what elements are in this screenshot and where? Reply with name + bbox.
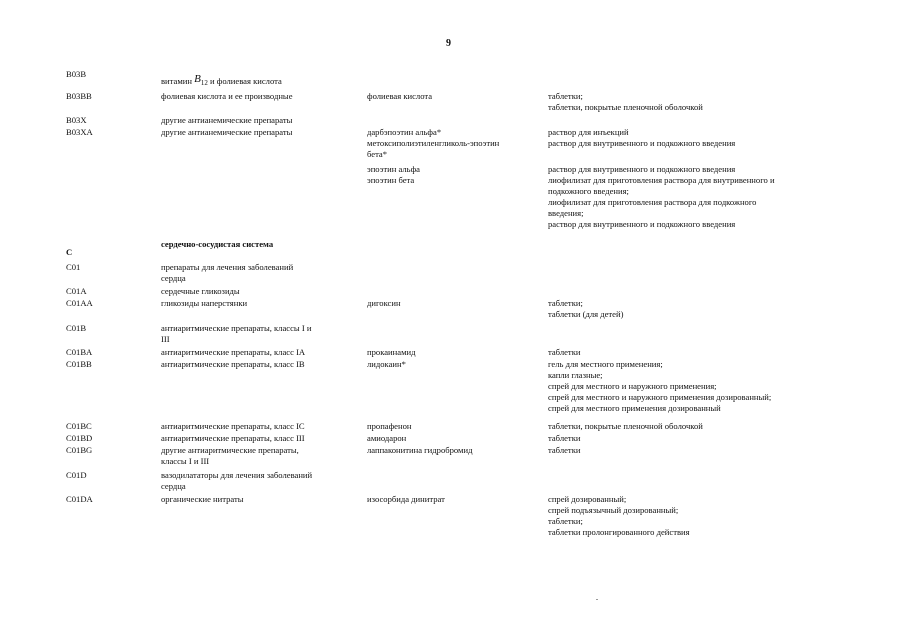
drug-name: амиодарон — [367, 433, 407, 443]
drug-name-cell — [367, 433, 537, 444]
dosage-form: лиофилизат для приготовления раствора для подкожного — [548, 197, 757, 207]
dosage-form-cell — [548, 445, 838, 456]
drug-name: эпоэтин бета — [367, 175, 415, 185]
group-name: сердечно-сосудистая система — [161, 239, 274, 249]
drug-name: лаппаконитина гидробромид — [367, 445, 473, 455]
atc-code: C — [66, 247, 73, 257]
group-name: вазодилататоры для лечения заболеваний — [161, 470, 313, 480]
drug-name: дигоксин — [367, 298, 401, 308]
dosage-form: таблетки — [548, 445, 581, 455]
vitamin-b12-symbol — [194, 73, 208, 88]
drug-name: изосорбида динитрат — [367, 494, 445, 504]
drug-name: лидокаин* — [367, 359, 406, 369]
drug-name: фолиевая кислота — [367, 91, 433, 101]
dosage-form: таблетки, покрытые пленочной оболочкой — [548, 421, 703, 431]
drug-name: прокаинамид — [367, 347, 416, 357]
dosage-form: капли глазные; — [548, 370, 603, 380]
atc-code: C01B — [66, 323, 87, 333]
group-name-cell — [161, 421, 341, 432]
b12-subscript: 12 — [200, 79, 208, 88]
group-name-cell — [161, 433, 341, 444]
group-name: III — [161, 334, 170, 344]
dosage-form: спрей для местного и наружного применения дозированный; — [548, 392, 772, 402]
group-name: антиаритмические препараты, класс IC — [161, 421, 305, 431]
drug-name-cell — [367, 91, 537, 102]
drug-name: пропафенон — [367, 421, 412, 431]
group-name-cell — [161, 262, 341, 284]
drug-name-cell — [367, 164, 537, 186]
group-name-cell — [161, 445, 341, 467]
group-name: антиаритмические препараты, класс IB — [161, 359, 305, 369]
group-name-cell — [161, 286, 341, 297]
group-name: антиаритмические препараты, классы I и — [161, 323, 312, 333]
dosage-form: таблетки; — [548, 516, 583, 526]
atc-code: B03BB — [66, 91, 92, 101]
dosage-form: таблетки пролонгированного действия — [548, 527, 690, 537]
dosage-form: спрей подъязычный дозированный; — [548, 505, 679, 515]
dosage-form: таблетки (для детей) — [548, 309, 624, 319]
group-name-prefix: витамин — [161, 76, 192, 86]
dosage-form: спрей дозированный; — [548, 494, 627, 504]
drug-name: бета* — [367, 149, 388, 159]
drug-name-cell — [367, 298, 537, 309]
dosage-form: раствор для внутривенного и подкожного введения — [548, 219, 736, 229]
group-name: органические нитраты — [161, 494, 244, 504]
group-name-cell — [161, 298, 341, 309]
dosage-form: раствор для внутривенного и подкожного введения — [548, 164, 736, 174]
atc-code: C01DA — [66, 494, 93, 504]
group-name: антиаритмические препараты, класс IA — [161, 347, 306, 357]
atc-code: C01BD — [66, 433, 93, 443]
drug-name-cell — [367, 421, 537, 432]
dosage-form-cell — [548, 91, 838, 113]
dosage-form: таблетки, покрытые пленочной оболочкой — [548, 102, 703, 112]
atc-code: C01 — [66, 262, 81, 272]
group-name-cell — [161, 127, 341, 138]
dosage-form-cell — [548, 421, 838, 432]
dosage-form: введения; — [548, 208, 584, 218]
group-name: гликозиды наперстянки — [161, 298, 248, 308]
dosage-form-cell — [548, 347, 838, 358]
group-name: другие антианемические препараты — [161, 127, 293, 137]
group-name: препараты для лечения заболеваний — [161, 262, 294, 272]
group-name: сердца — [161, 481, 186, 491]
atc-code: C01BA — [66, 347, 93, 357]
group-name-cell — [161, 91, 341, 102]
group-name — [161, 74, 341, 89]
group-name-cell — [161, 323, 341, 345]
drug-name-cell — [367, 347, 537, 358]
group-name-cell — [161, 494, 341, 505]
dosage-form: таблетки — [548, 433, 581, 443]
dosage-form: спрей для местного и наружного применения; — [548, 381, 717, 391]
group-name-cell — [161, 239, 341, 250]
group-name: классы I и III — [161, 456, 210, 466]
drug-name: метоксиполиэтиленгликоль-эпоэтин — [367, 138, 500, 148]
drug-name-cell — [367, 359, 537, 370]
group-name: другие антианемические препараты — [161, 115, 293, 125]
group-name: антиаритмические препараты, класс III — [161, 433, 305, 443]
drug-name-cell — [367, 445, 537, 456]
dosage-form-cell — [548, 298, 838, 320]
dosage-form: подкожного введения; — [548, 186, 629, 196]
dosage-form-cell — [548, 433, 838, 444]
dosage-form: таблетки — [548, 347, 581, 357]
drug-name: эпоэтин альфа — [367, 164, 420, 174]
dosage-form: лиофилизат для приготовления раствора для внутривенного и — [548, 175, 775, 185]
dosage-form: раствор для внутривенного и подкожного введения — [548, 138, 736, 148]
dosage-form: таблетки; — [548, 298, 583, 308]
page-number: 9 — [446, 38, 451, 49]
group-name-suffix: и фолиевая кислота — [210, 76, 282, 86]
dosage-form-cell — [548, 494, 838, 538]
atc-code: C01BC — [66, 421, 92, 431]
group-name-cell — [161, 115, 341, 126]
group-name-cell — [161, 470, 341, 492]
drug-name-cell — [367, 127, 537, 160]
group-name: другие антиаритмические препараты, — [161, 445, 299, 455]
group-name: фолиевая кислота и ее производные — [161, 91, 293, 101]
atc-code: C01A — [66, 286, 87, 296]
atc-code: B03X — [66, 115, 87, 125]
atc-code: C01BB — [66, 359, 92, 369]
b12-letter: B — [194, 73, 201, 85]
atc-code: B03B — [66, 69, 87, 79]
group-name-cell — [161, 347, 341, 358]
drug-name-cell — [367, 494, 537, 505]
dosage-form-cell — [548, 359, 838, 414]
atc-code: C01BG — [66, 445, 93, 455]
group-name: сердца — [161, 273, 186, 283]
scan-speck — [596, 599, 598, 600]
dosage-form: раствор для инъекций — [548, 127, 629, 137]
group-name: сердечные гликозиды — [161, 286, 240, 296]
dosage-form: гель для местного применения; — [548, 359, 663, 369]
dosage-form-cell — [548, 127, 838, 149]
dosage-form: таблетки; — [548, 91, 583, 101]
drug-name: дарбэпоэтин альфа* — [367, 127, 442, 137]
atc-code: B03XA — [66, 127, 93, 137]
atc-code: C01AA — [66, 298, 93, 308]
dosage-form: спрей для местного применения дозированный — [548, 403, 721, 413]
atc-code: C01D — [66, 470, 87, 480]
dosage-form-cell — [548, 164, 838, 230]
group-name-cell — [161, 359, 341, 370]
